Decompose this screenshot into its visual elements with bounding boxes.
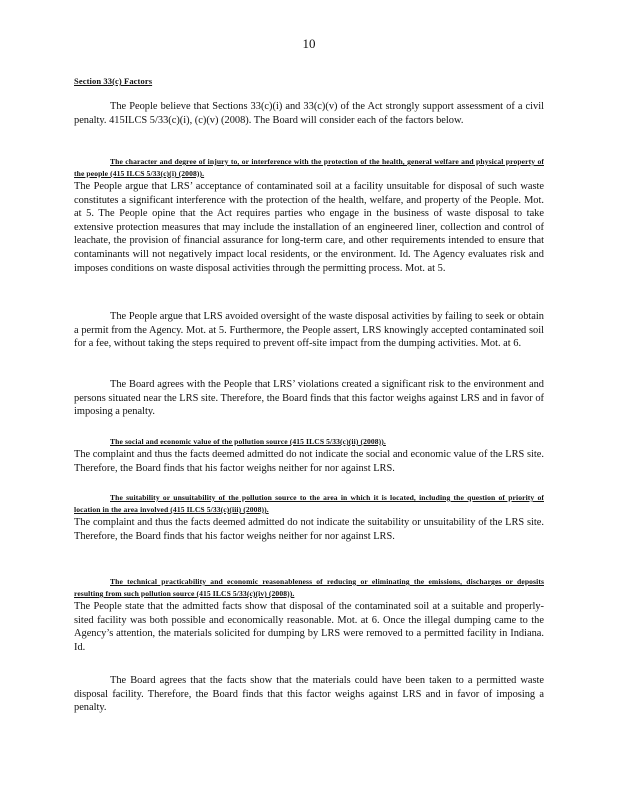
factor-1-title: The character and degree of injury to, or interference with the protection of the health, general welfare and physical property of the people (415 ILCS 5/33(c)(i) (2008)). <box>74 157 544 178</box>
factor-3-body: The complaint and thus the facts deemed admitted do not indicate the suitability or unsuitability of the LRS site. Therefore, the Board finds that his factor weighs neither for nor against LRS. <box>74 517 544 542</box>
factor-2 <box>74 436 544 475</box>
factor-4-body: The People state that the admitted facts show that disposal of the contaminated soil at a suitable and properly-sited facility was both possible and economically reasonable. Mot. at 6. Once the illegal dumping came to the Agency’s attention, the materials solicited for dumping by LRS were removed to a permitted facility in Indiana. Id. <box>74 601 544 653</box>
oversight-paragraph: The People argue that LRS avoided oversight of the waste disposal activities by failing to seek or obtain a permit from the Agency. Mot. at 5. Furthermore, the People assert, LRS knowingly accepted contaminated soil for a fee, without taking the steps required to prevent off-site impact from the dumping activities. Mot. at 6. <box>74 311 544 350</box>
factor-1 <box>74 156 544 275</box>
board-finding-paragraph-2: The Board agrees that the facts show that the materials could have been taken to a permitted waste disposal facility. Therefore, the Board finds that this factor weighs against LRS and in favor of imposing a penalty. <box>74 675 544 714</box>
section-heading: Section 33(c) Factors <box>74 76 153 86</box>
board-finding-paragraph-1: The Board agrees with the People that LRS’ violations created a significant risk to the environment and persons situated near the LRS site. Therefore, the Board finds that this factor weighs against LRS and in favor of imposing a penalty. <box>74 379 544 418</box>
page-number: 10 <box>302 36 316 51</box>
factor-1-body: The People argue that LRS’ acceptance of contaminated soil at a facility unsuitable for disposal of such waste constitutes a significant interference with the protection of the health, welfare, and property of the People. Mot. at 5. The People opine that the Act requires parties who engage in the business of waste disposal to take extensive protection measures that may include the installation of an engineered liner, collection and control of leachate, the provision of financial assurance for long-term care, and other requirements intended to ensure that contaminants will not negatively impact local residents, or the environment. Id. The Agency evaluates risk and imposes conditions on waste disposal activities through the permitting process. Mot. at 5. <box>74 181 544 274</box>
factor-4-title: The technical practicability and economic reasonableness of reducing or eliminating the emissions, discharges or deposits resulting from such pollution source (415 ILCS 5/33(c)(iv) (2008)). <box>74 577 544 598</box>
intro-paragraph: The People believe that Sections 33(c)(i) and 33(c)(v) of the Act strongly support assessment of a civil penalty. 415ILCS 5/33(c)(i), (c)(v) (2008). The Board will consider each of the factors below. <box>74 101 544 126</box>
factor-2-title: The social and economic value of the pollution source (415 ILCS 5/33(c)(ii) (2008)). <box>110 437 386 446</box>
factor-2-body: The complaint and thus the facts deemed admitted do not indicate the social and economic value of the LRS site. Therefore, the Board finds that his factor weighs neither for nor against LRS. <box>74 449 544 474</box>
factor-4 <box>74 576 544 654</box>
factor-3-title: The suitability or unsuitability of the pollution source to the area in which it is located, including the question of priority of location in the area involved (415 ILCS 5/33(c)(iii) (2008)). <box>74 493 544 514</box>
factor-3 <box>74 492 544 543</box>
